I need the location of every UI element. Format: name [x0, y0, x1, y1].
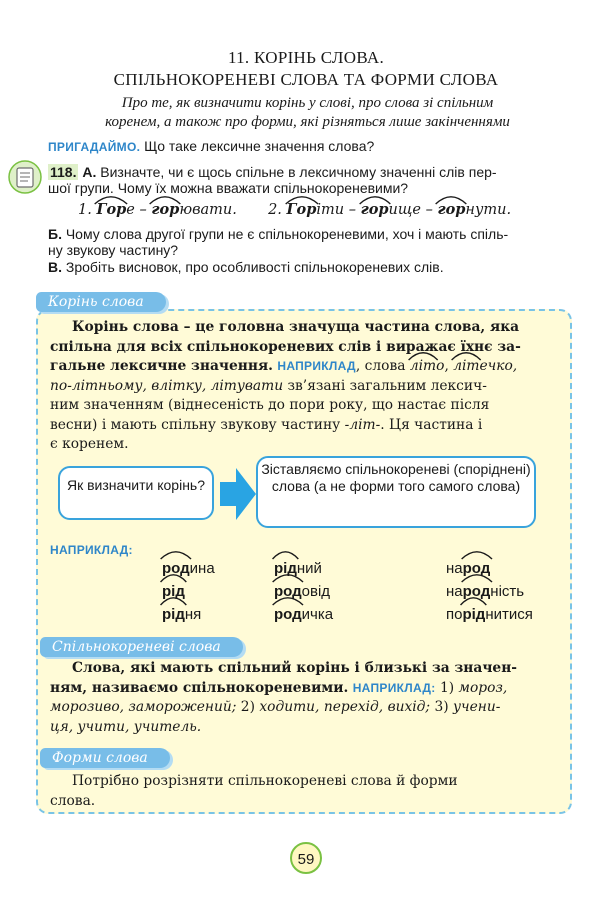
word-groups [78, 201, 578, 218]
word-root: гор [361, 201, 389, 218]
example-word-politniomu: по-літньому, [50, 377, 147, 394]
rule-text: весни) і мають спільну звукову частину [50, 416, 341, 433]
group1-number: 1. [78, 202, 92, 218]
section-tag-cognate: Спільнокореневі слова [40, 637, 243, 657]
cognate-rule [50, 659, 558, 737]
root-arc-mark [359, 195, 391, 204]
flow-answer-box: Зіставляємо спільнокореневі (споріднені) слова (а не форми того самого слова) [256, 456, 536, 528]
word-root: Гор [287, 201, 317, 218]
word-root: род [463, 556, 491, 582]
arrow-right-icon [218, 466, 258, 522]
rule-text: є коренем. [50, 436, 129, 452]
root-arc-mark [460, 596, 487, 605]
rule-text: . Ця частина і [380, 416, 483, 433]
rule-line: Слова, які мають спільний корінь і близькі за значен- [72, 660, 518, 676]
section-tag-root: Корінь слова [36, 292, 166, 312]
rule-text: мороз, [458, 679, 508, 696]
root-column-3 [446, 556, 566, 625]
rule-line: Корінь слова – це головна значуща частина слова, яка [72, 319, 520, 335]
rule-text: ним значенням (віднесеність до пори року, що настає після [50, 397, 490, 413]
forms-rule [50, 772, 558, 811]
root-rule: Корінь слова – це головна значуща частина слова, яка спільна для всіх спільнокореневих слів і виражає їхнє за- гальне лексичне значення. НАПРИКЛАД, слова літ о, літ ечко, по-літньому, влітку, літувати зв’язані загальним лексич- ним значенням (віднесеність до пори року, що настає після весни) і мають спільну звукову частину -літ-. Ця частина і є коренем. [50, 318, 558, 455]
exercise-c-text: Зробіть висновок, про особливості спільнокореневих слів. [65, 259, 444, 275]
rule-text: , слова [355, 358, 406, 374]
rule-text: учени- [453, 699, 501, 715]
chapter-title-line1: 11. КОРІНЬ СЛОВА. [227, 48, 385, 67]
intro-line1: Про те, як визначити корінь у слові, про слова зі спільним [121, 95, 494, 111]
exercise-b-line1 [48, 226, 568, 242]
example-label: НАПРИКЛАД: [352, 680, 436, 695]
root-example-word: порід нитися [446, 602, 566, 625]
page-number: 59 [290, 842, 322, 874]
recall-label: ПРИГАДАЙМО. [48, 140, 141, 154]
group2-word: Гор іти [287, 202, 345, 218]
word-root: род [274, 579, 302, 605]
root-arc-mark [160, 550, 192, 559]
rule-text: ця, учити, учитель. [50, 718, 202, 735]
root-example-word: народ [446, 556, 566, 579]
root-arc-mark [272, 550, 299, 559]
word-root: літ [453, 357, 479, 377]
root-arc-mark [160, 596, 187, 605]
rule-text: 1) [439, 679, 455, 696]
rule-text: 2) [240, 699, 255, 715]
exercise-a-line2: шої групи. Чому їх можна вважати спільнокореневими? [48, 180, 409, 196]
dash: – [425, 202, 433, 218]
root-arc-mark [451, 351, 481, 360]
rule-text: Потрібно розрізняти спільнокореневі слова й форми [72, 773, 458, 789]
recall-line [48, 138, 374, 154]
word-root: рід [162, 579, 185, 605]
rule-text: зв’язані загальним лексич- [287, 377, 487, 394]
example-word-litechko: літ ечко, [453, 358, 517, 374]
word-root: літ [410, 357, 436, 377]
exercise-number: 118. [50, 164, 77, 180]
rule-text: 3) [434, 699, 449, 715]
exercise-b-text1: Чому слова другої групи не є спільнокореневими, хоч і мають спіль- [65, 226, 509, 242]
root-example-word: род ичка [274, 602, 394, 625]
group2-number: 2. [268, 202, 282, 218]
root-example: -літ- [344, 416, 381, 433]
word-root: род [162, 556, 190, 582]
root-arc-mark [149, 195, 181, 204]
root-arc-mark [272, 573, 304, 582]
example-label: НАПРИКЛАД [277, 359, 356, 373]
intro-line2: коренем, а також про форми, які різняться лише закінченнями [105, 114, 510, 130]
root-example-word: народ ність [446, 579, 566, 602]
group2-word: гор нути. [437, 202, 511, 218]
root-arc-mark [94, 195, 128, 204]
exercise-c-line [48, 259, 568, 275]
root-arc-mark [435, 195, 467, 204]
exercise-a-line1 [48, 164, 568, 180]
word-root: рід [162, 602, 185, 628]
rule-line: ням, називаємо спільнокореневими. [50, 679, 349, 696]
exercise-a-label: А. [82, 164, 97, 180]
group2-word: гор ище [361, 202, 421, 218]
dash: – [348, 202, 356, 218]
exercise-b-line2: ну звукову частину? [48, 242, 179, 258]
group1-word: Гор е [96, 202, 134, 218]
word-root: рід [274, 556, 297, 582]
dash: – [139, 202, 147, 218]
examples-label: НАПРИКЛАД: [50, 543, 133, 557]
word-root: гор [437, 201, 465, 218]
exercise-c-label: В. [48, 259, 62, 275]
word-root: род [274, 602, 302, 628]
word-root: гор [151, 201, 179, 218]
example-word-vlitku: влітку, [151, 377, 207, 394]
section-tag-forms: Форми слова [40, 748, 170, 768]
group1-word: гор ювати. [151, 202, 237, 218]
root-arc-mark [408, 351, 438, 360]
root-arc-mark [461, 573, 493, 582]
root-arc-mark [461, 550, 493, 559]
root-example-word: рід ний [274, 556, 394, 579]
word-root: род [463, 579, 491, 605]
root-example-word: род ина [162, 556, 282, 579]
root-arc-mark [160, 573, 187, 582]
notebook-icon [8, 160, 42, 194]
root-example-word: рід ня [162, 602, 282, 625]
recall-text: Що таке лексичне значення слова? [144, 138, 375, 154]
word-root: Гор [96, 201, 126, 218]
rule-line: гальне лексичне значення. [50, 358, 273, 374]
root-column-2 [274, 556, 394, 625]
exercise-a-text1: Визначте, чи є щось спільне в лексичному значенні слів пер- [100, 164, 497, 180]
rule-text: слова. [50, 792, 96, 809]
rule-text: морозиво, заморожений; [50, 699, 237, 715]
root-column-1 [162, 556, 282, 625]
example-word-lito: літ о [410, 358, 445, 374]
chapter-title-line2: СПІЛЬНОКОРЕНЕВІ СЛОВА ТА ФОРМИ СЛОВА [113, 70, 499, 89]
root-arc-mark [285, 195, 319, 204]
rule-line: спільна для всіх спільнокореневих слів і виражає їхнє за- [50, 338, 521, 355]
word-root: рід [462, 602, 485, 628]
exercise-b-label: Б. [48, 226, 62, 242]
root-arc-mark [272, 596, 304, 605]
example-word-lituvaty: літувати [210, 377, 284, 394]
flow-question-box: Як визначити корінь? [58, 466, 214, 520]
rule-text: ходити, перехід, вихід; [259, 699, 431, 715]
root-example-word: род овід [274, 579, 394, 602]
